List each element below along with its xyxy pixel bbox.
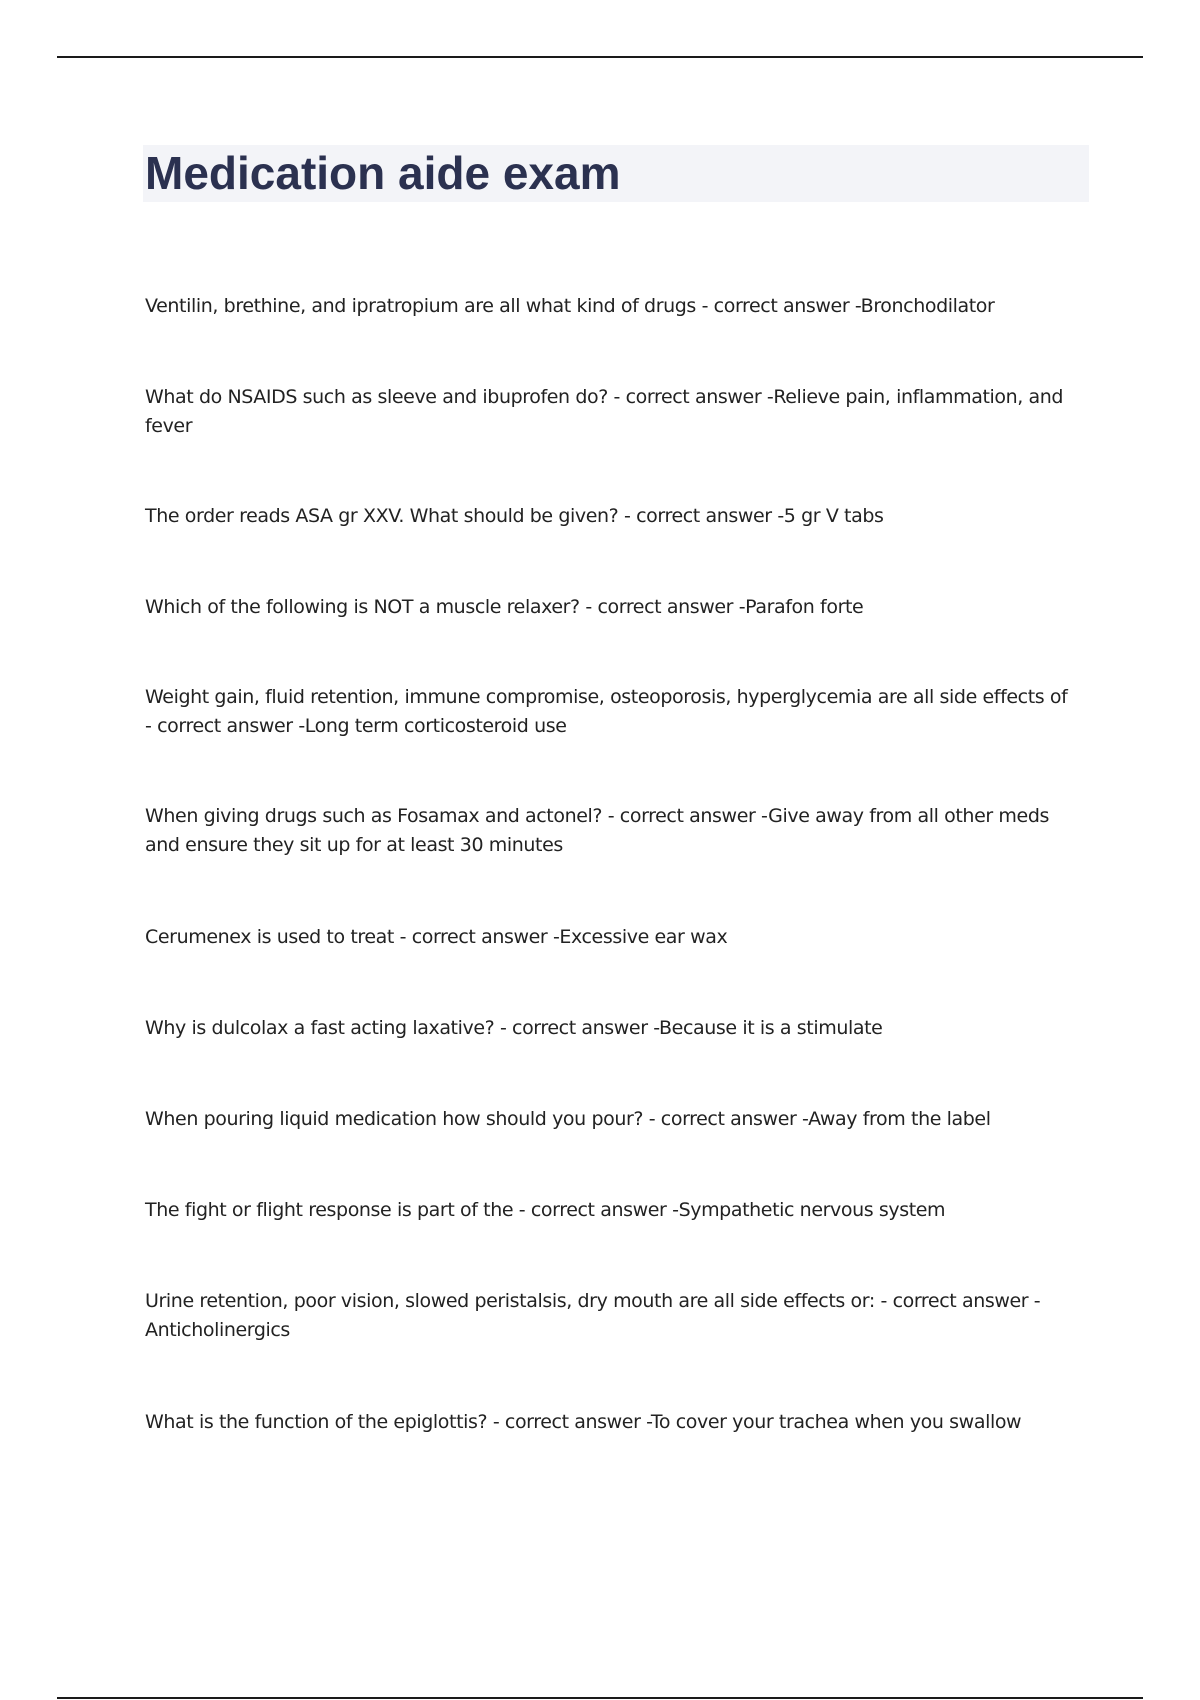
header-rule [57, 56, 1143, 58]
qa-item: Ventilin, brethine, and ipratropium are all what kind of drugs - correct answer -Bronchodilator [145, 295, 995, 317]
qa-item: What is the function of the epiglottis? - correct answer -To cover your trachea when you swallow [145, 1411, 1022, 1433]
footer-rule [57, 1697, 1143, 1699]
qa-item: Which of the following is NOT a muscle relaxer? - correct answer -Parafon forte [145, 596, 864, 618]
qa-item: Cerumenex is used to treat - correct answer -Excessive ear wax [145, 926, 728, 948]
qa-item: Urine retention, poor vision, slowed peristalsis, dry mouth are all side effects or: - correct answer -Anticholinergics [145, 1290, 1041, 1341]
qa-item: The fight or flight response is part of the - correct answer -Sympathetic nervous system [145, 1199, 946, 1221]
qa-item: What do NSAIDS such as sleeve and ibuprofen do? - correct answer -Relieve pain, inflammation, and fever [145, 386, 1064, 437]
qa-item: When pouring liquid medication how should you pour? - correct answer -Away from the label [145, 1108, 991, 1130]
qa-item: When giving drugs such as Fosamax and actonel? - correct answer -Give away from all other meds and ensure they sit up for at least 30 minutes [145, 805, 1049, 856]
qa-item: The order reads ASA gr XXV. What should be given? - correct answer -5 gr V tabs [145, 505, 884, 527]
document-title: Medication aide exam [145, 147, 621, 199]
qa-item: Why is dulcolax a fast acting laxative? - correct answer -Because it is a stimulate [145, 1017, 883, 1039]
qa-item: Weight gain, fluid retention, immune compromise, osteoporosis, hyperglycemia are all side effects of - correct answer -Long term corticosteroid use [145, 686, 1068, 737]
